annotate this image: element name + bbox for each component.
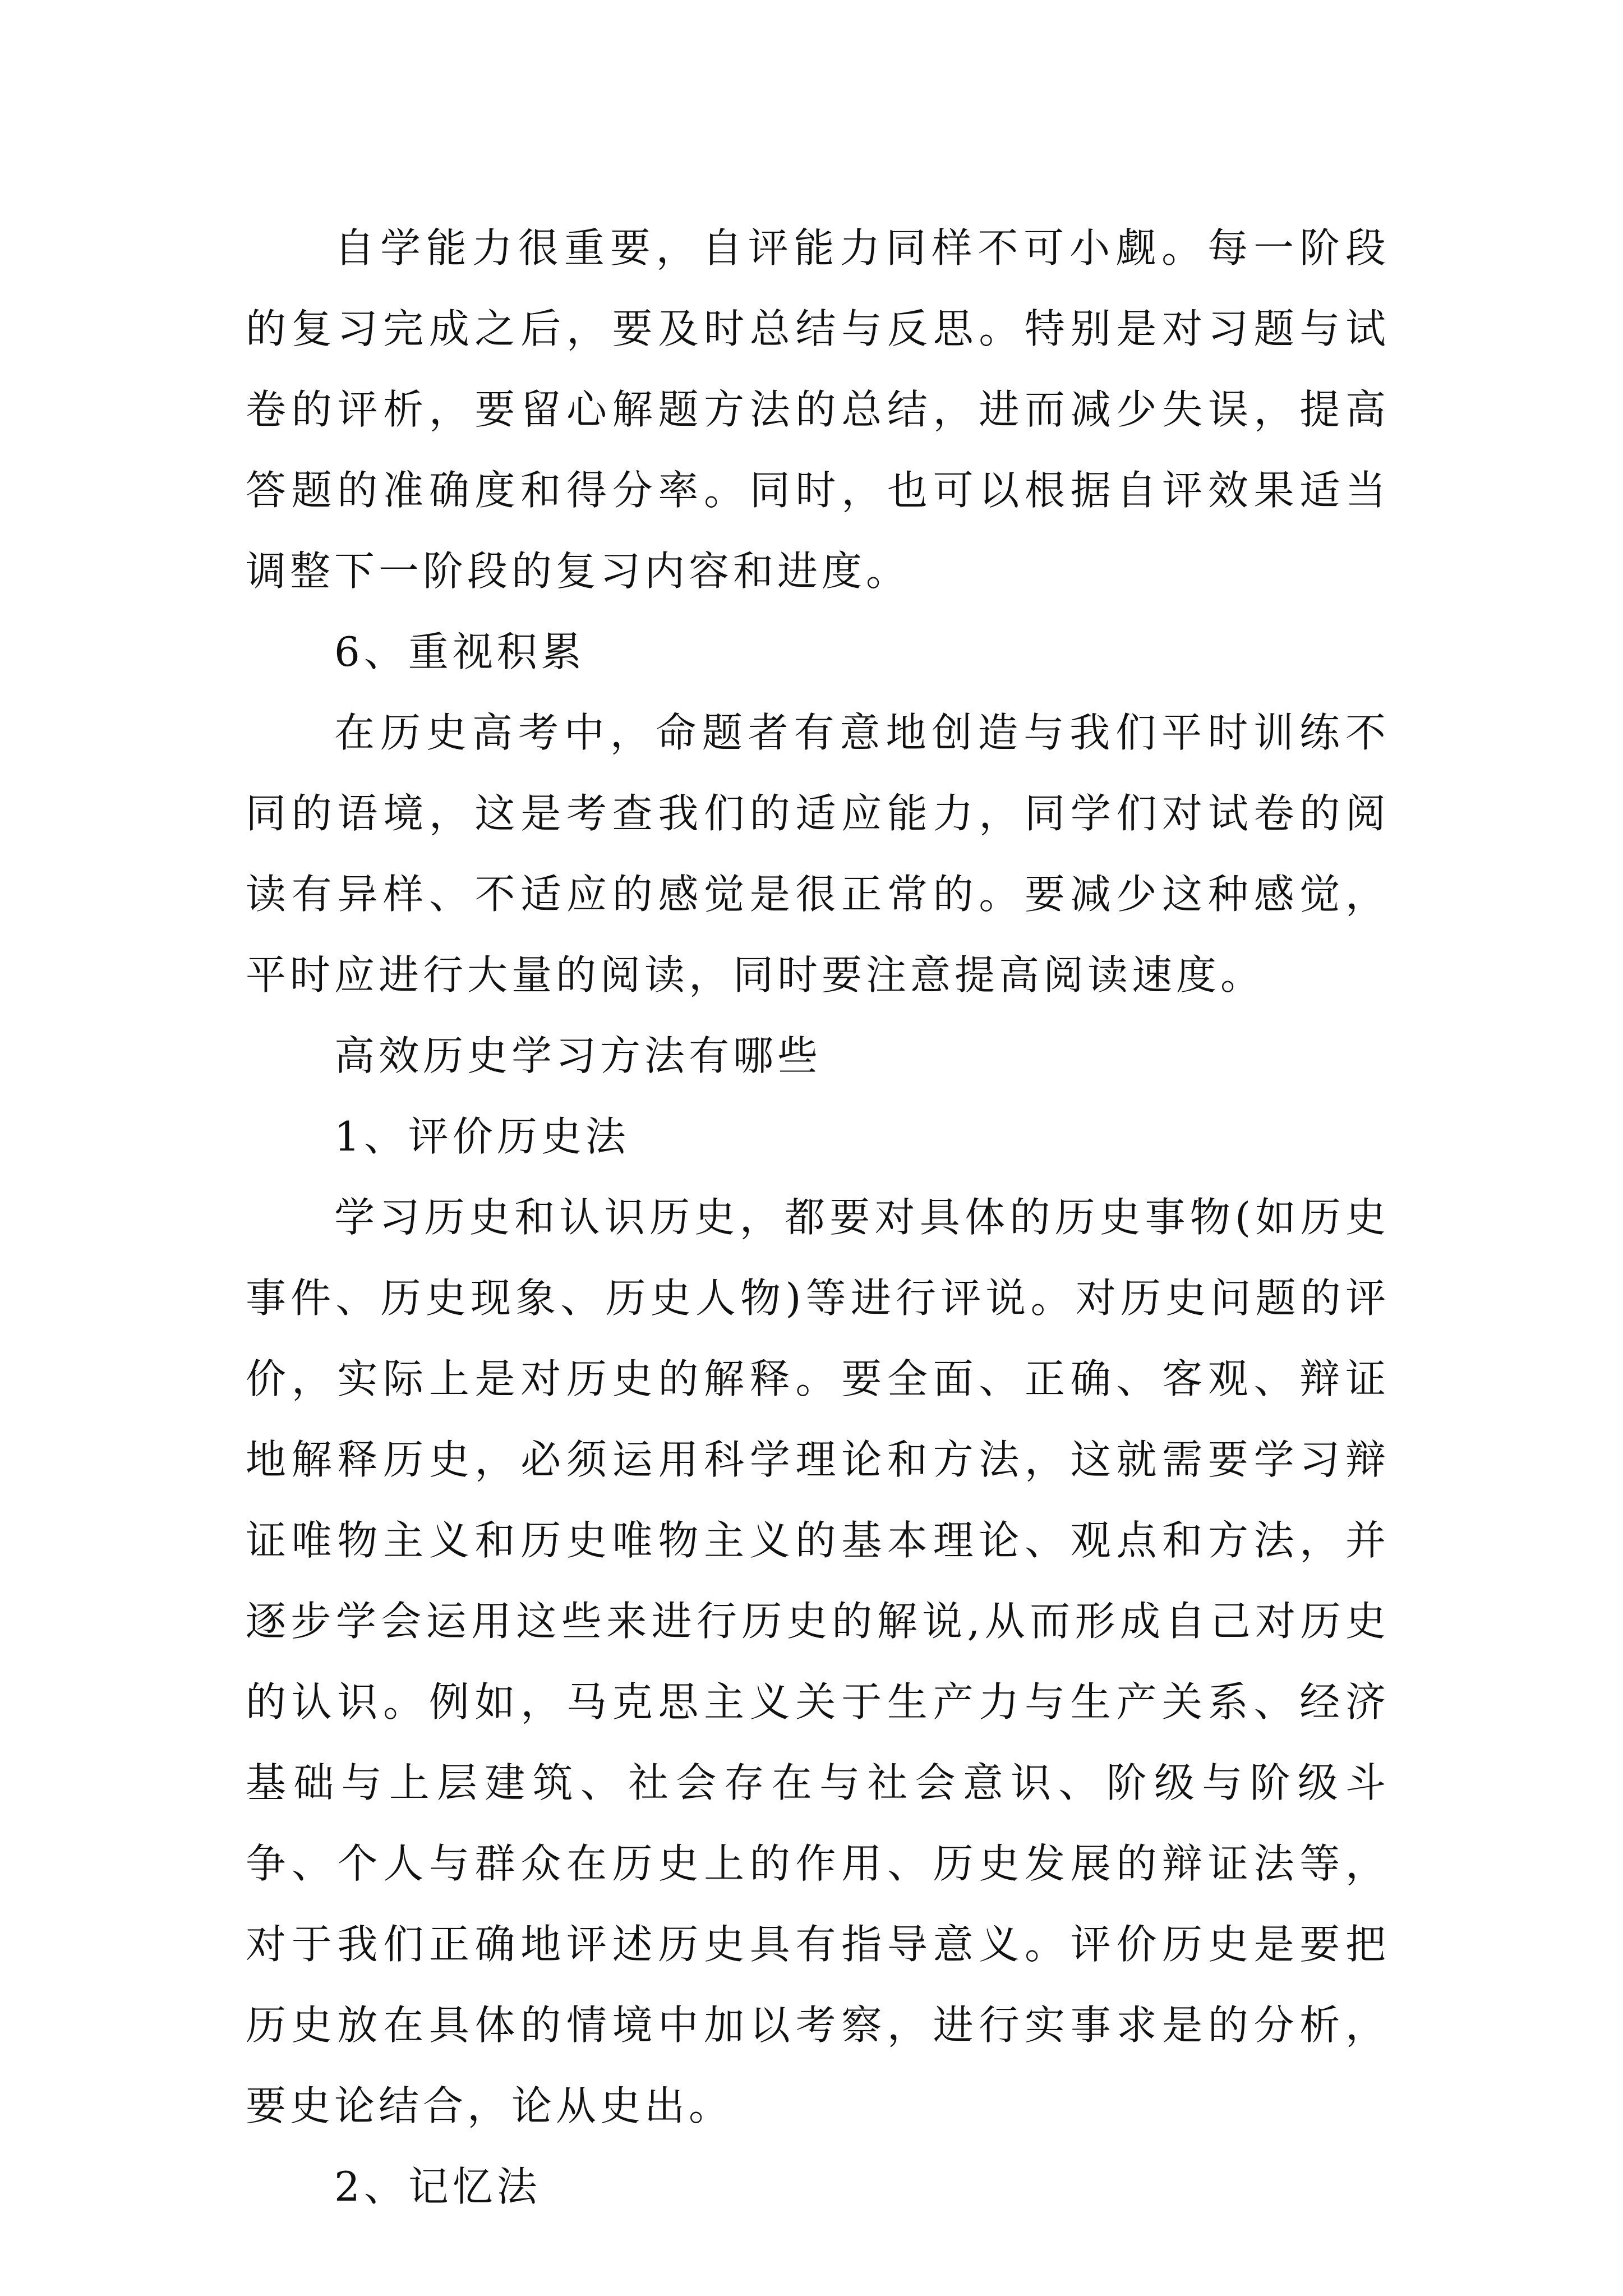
heading-evaluation-method: 1、评价历史法 [334,1113,630,1160]
paragraph-reading-practice: 在历史高考中，命题者有意地创造与我们平时训练不同的语境，这是考查我们的适应能力，同学们对试卷的阅读有异样、不适应的感觉是很正常的。要减少这种感觉，平时应进行大量的阅读，同时要注意提高阅读速度。 [246,709,1390,999]
body-text [246,208,1390,2227]
heading-memory-method: 2、记忆法 [334,2163,541,2210]
section-title-study-methods: 高效历史学习方法有哪些 [334,1032,822,1079]
heading-accumulation: 6、重视积累 [334,628,585,675]
paragraph-evaluation-method: 学习历史和认识历史，都要对具体的历史事物(如历史事件、历史现象、历史人物)等进行评说。对历史问题的评价，实际上是对历史的解释。要全面、正确、客观、辩证地解释历史，必须运用科学理论和方法，这就需要学习辩证唯物主义和历史唯物主义的基本理论、观点和方法，并逐步学会运用这些来进行历史的解说,从而形成自己对历史的认识。例如，马克思主义关于生产力与生产关系、经济基础与上层建筑、社会存在与社会意识、阶级与阶级斗争、个人与群众在历史上的作用、历史发展的辩证法等，对于我们正确地评述历史具有指导意义。评价历史是要把历史放在具体的情境中加以考察，进行实事求是的分析，要史论结合，论从史出。 [246,1194,1390,2129]
paragraph-self-evaluation: 自学能力很重要，自评能力同样不可小觑。每一阶段的复习完成之后，要及时总结与反思。特别是对习题与试卷的评析，要留心解题方法的总结，进而减少失误，提高答题的准确度和得分率。同时，也可以根据自评效果适当调整下一阶段的复习内容和进度。 [246,224,1390,595]
